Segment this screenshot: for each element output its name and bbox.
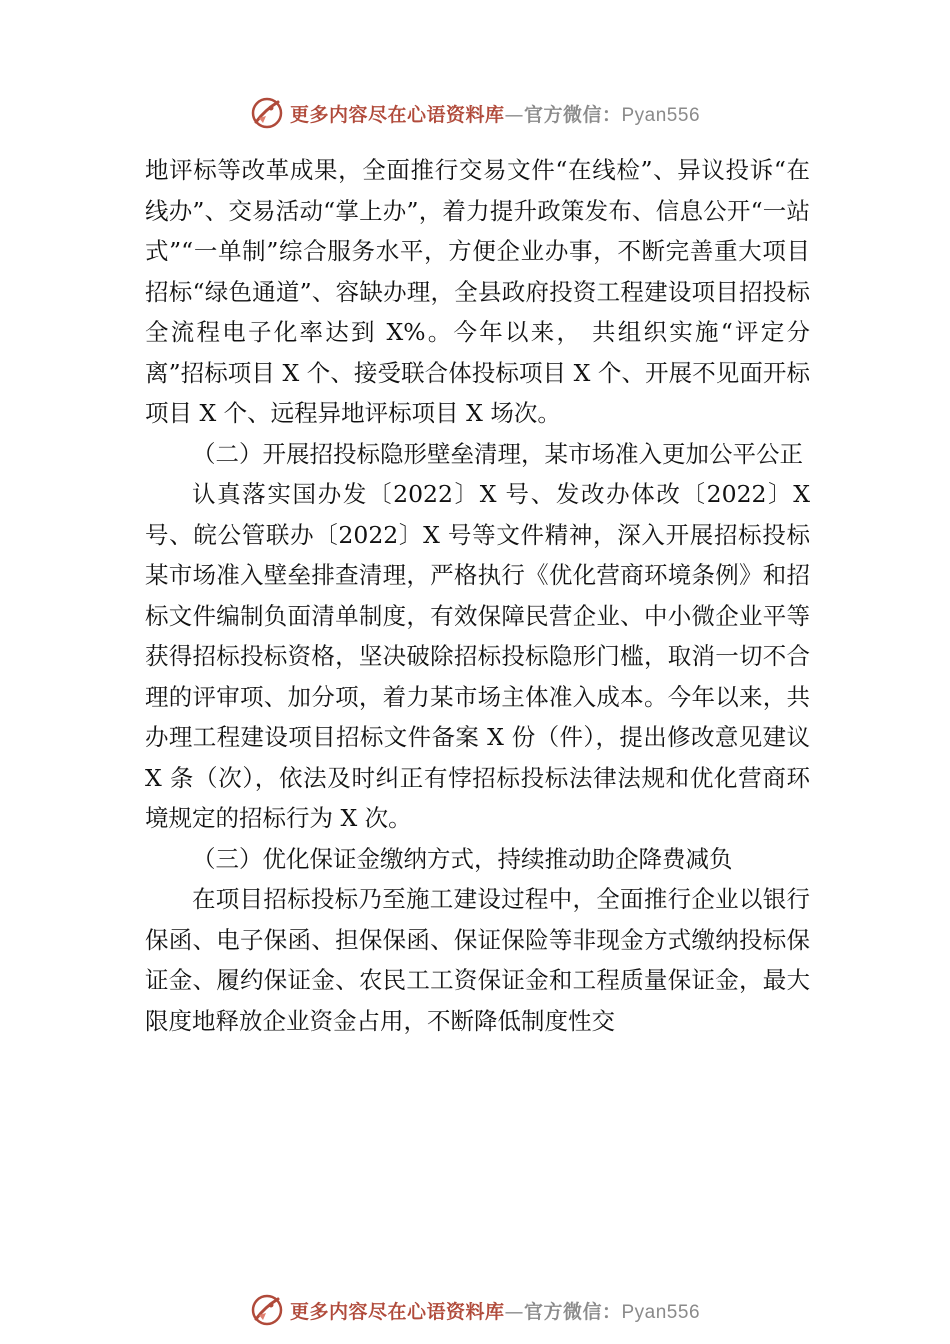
banner-wechat-label: 官方微信：	[523, 103, 622, 126]
document-body	[145, 150, 810, 1041]
banner-wechat-label: 官方微信：	[523, 1300, 622, 1323]
banner-separator: —	[504, 103, 524, 126]
banner-wechat-id: Pyan556	[621, 104, 701, 126]
header-watermark-banner	[0, 93, 950, 133]
banner-text	[290, 1297, 700, 1324]
banner-separator: —	[504, 1300, 524, 1323]
paragraph-continuation: 地评标等改革成果，全面推行交易文件“在线检”、异议投诉“在线办”、交易活动“掌上办”，着力提升政策发布、信息公开“一站式”“一单制”综合服务水平，方便企业办事，不断完善重大项目招标“绿色通道”、容缺办理，全县政府投资工程建设项目招投标全流程电子化率达到 X%。今年以来， 共组织实施“评定分离”招标项目 X 个、接受联合体投标项目 X 个、开展不见面开标项目 X 个、远程异地评标项目 X 场次。	[145, 156, 810, 427]
banner-main-text: 更多内容尽在心语资料库	[289, 1300, 505, 1323]
banner-wechat-id: Pyan556	[621, 1301, 701, 1323]
banner-main-text: 更多内容尽在心语资料库	[289, 103, 505, 126]
paragraph-body: 认真落实国办发〔2022〕X 号、发改办体改〔2022〕X 号、皖公管联办〔2022〕X 号等文件精神，深入开展招标投标某市场准入壁垒排查清理，严格执行《优化营商环境条例》和招标文件编制负面清单制度，有效保障民营企业、中小微企业平等获得招标投标资格，坚决破除招标投标隐形门槛，取消一切不合理的评审项、加分项，着力某市场主体准入成本。今年以来，共办理工程建设项目招标文件备案 X 份（件），提出修改意见建议 X 条（次），依法及时纠正有悖招标投标法律法规和优化营商环境规定的招标行为 X 次。	[145, 480, 810, 832]
pen-logo-icon	[250, 96, 284, 130]
footer-watermark-banner	[0, 1290, 950, 1330]
banner-text	[290, 100, 700, 127]
section-heading-2: （二）开展招投标隐形壁垒清理，某市场准入更加公平公正	[192, 439, 803, 468]
paragraph-body: 在项目招标投标乃至施工建设过程中，全面推行企业以银行保函、电子保函、担保保函、保证保险等非现金方式缴纳投标保证金、履约保证金、农民工工资保证金和工程质量保证金，最大限度地释放企业资金占用，不断降低制度性交	[145, 885, 810, 1035]
section-heading-3: （三）优化保证金缴纳方式，持续推动助企降费减负	[192, 844, 733, 873]
pen-logo-icon	[250, 1293, 284, 1327]
